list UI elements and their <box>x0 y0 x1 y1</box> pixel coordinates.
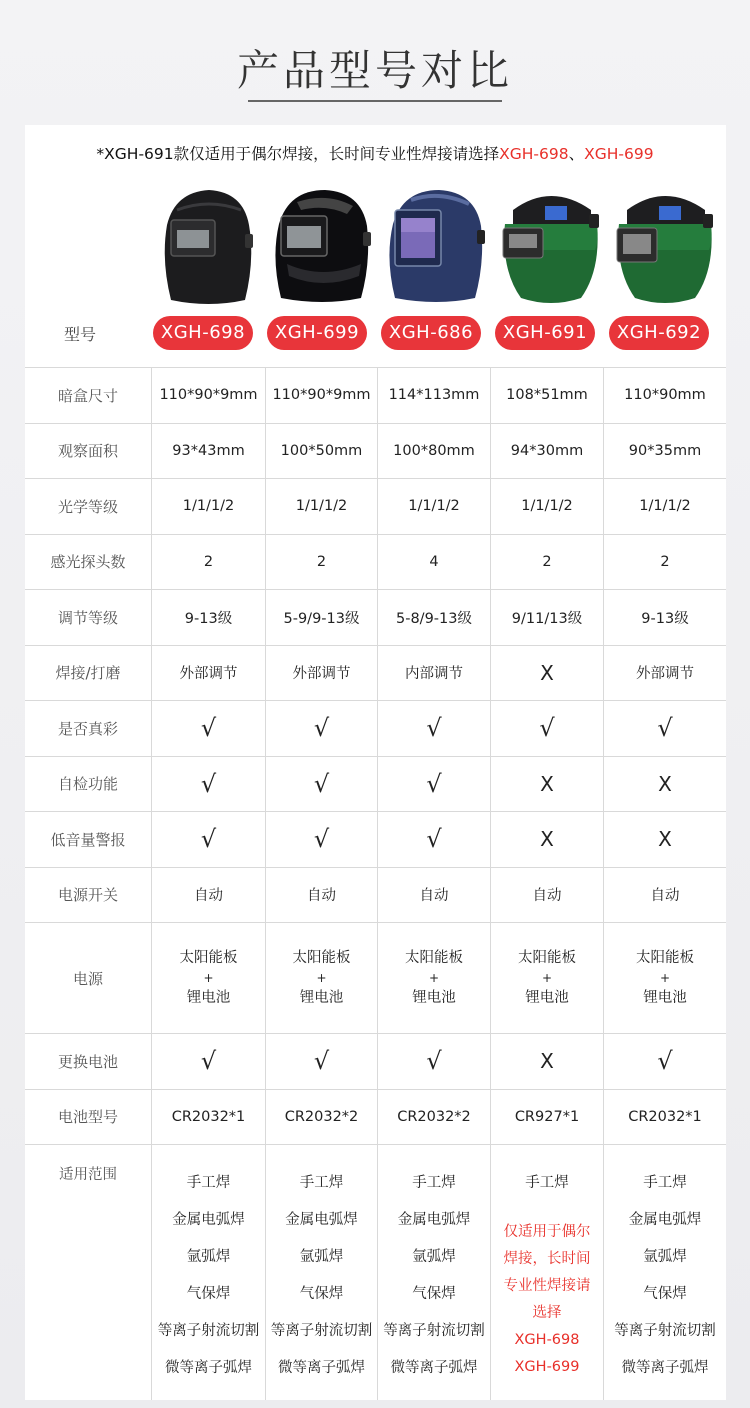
cell-value: 金属电弧焊 <box>628 1212 702 1228</box>
table-cell <box>265 868 377 923</box>
table-cell <box>603 868 726 923</box>
cell-value: 自动 <box>194 888 223 905</box>
row-label: 调节等级 <box>57 608 118 627</box>
table-cell <box>490 1090 603 1145</box>
table-cell <box>377 368 490 423</box>
cross-icon: X <box>540 660 554 685</box>
table-cell <box>151 368 265 423</box>
row-label-text: 适用范围 <box>59 1167 117 1183</box>
cell-value: 气保焊 <box>186 1286 231 1302</box>
page-title: 产品型号对比 <box>236 46 513 95</box>
cell-value: 等离子射流切割 <box>157 1323 260 1339</box>
table-cell <box>377 923 490 1033</box>
table-cell <box>377 1090 490 1145</box>
cross-icon: X <box>658 827 672 852</box>
row-label: 低音量警报 <box>50 830 126 849</box>
table-cell <box>490 479 603 534</box>
spec-table <box>25 367 726 1400</box>
cell-value: 1/1/1/2 <box>408 498 460 515</box>
cell-value: 微等离子弧焊 <box>621 1360 709 1376</box>
cell-value: 1/1/1/2 <box>639 498 691 515</box>
table-cell <box>377 1034 490 1089</box>
cell-value: 气保焊 <box>299 1286 344 1302</box>
table-row <box>25 1144 726 1400</box>
row-label: 是否真彩 <box>57 719 118 738</box>
table-cell <box>603 812 726 867</box>
check-icon: √ <box>200 714 217 743</box>
check-icon: √ <box>313 714 330 743</box>
table-cell <box>265 1145 377 1400</box>
table-cell <box>377 868 490 923</box>
model-pill-xgh-686: XGH-686 <box>381 316 481 350</box>
cell-value: 气保焊 <box>643 1286 687 1302</box>
table-cell <box>603 368 726 423</box>
cell-value: 手工焊 <box>412 1175 456 1191</box>
row-label: 观察面积 <box>57 442 118 461</box>
row-label: 电源开关 <box>57 886 118 905</box>
table-cell <box>490 368 603 423</box>
table-cell <box>151 868 265 923</box>
table-cell <box>377 479 490 534</box>
helmet-image-4 <box>495 180 605 310</box>
table-row <box>25 922 726 1033</box>
table-cell <box>265 368 377 423</box>
table-row <box>25 423 726 479</box>
cell-value: CR927*1 <box>514 1108 580 1125</box>
table-cell <box>490 701 603 756</box>
cell-value: 金属电弧焊 <box>172 1212 245 1228</box>
table-cell <box>377 757 490 812</box>
cell-value: CR2032*1 <box>171 1108 246 1125</box>
limited-use-note: XGH-699 <box>514 1359 580 1375</box>
check-icon: √ <box>426 714 442 743</box>
table-cell <box>603 479 726 534</box>
model-pill-xgh-691: XGH-691 <box>495 316 595 350</box>
cell-value: 金属电弧焊 <box>285 1212 358 1228</box>
cell-value: 手工焊 <box>186 1175 231 1191</box>
check-icon: √ <box>426 769 442 798</box>
table-cell <box>603 1090 726 1145</box>
table-row <box>25 534 726 590</box>
table-cell <box>265 812 377 867</box>
cross-icon: X <box>658 771 672 796</box>
cell-value: 手工焊 <box>299 1175 344 1191</box>
row-label: 更换电池 <box>57 1052 118 1071</box>
cell-value: 氩弧焊 <box>643 1249 687 1265</box>
cell-value: 微等离子弧焊 <box>390 1360 478 1376</box>
row-label: 光学等级 <box>57 497 118 516</box>
table-cell <box>265 923 377 1033</box>
table-row <box>25 367 726 423</box>
cell-value: 100*50mm <box>280 442 363 459</box>
cell-value: 1/1/1/2 <box>295 498 348 515</box>
table-cell <box>603 701 726 756</box>
row-label: 电源 <box>72 969 103 988</box>
table-cell <box>265 1034 377 1089</box>
table-cell <box>151 812 265 867</box>
cell-value: 114*113mm <box>388 387 480 404</box>
cell-value: + <box>659 971 671 985</box>
limited-use-note: 专业性焊接请 <box>503 1278 591 1294</box>
cell-value: 2 <box>316 553 327 570</box>
table-cell <box>151 646 265 701</box>
note-model-a: XGH-698 <box>499 145 569 163</box>
note-prefix: *XGH-691款仅适用于偶尔焊接，长时间专业性焊接请选择 <box>96 145 500 163</box>
model-pill-xgh-692: XGH-692 <box>609 316 709 350</box>
table-cell <box>603 590 726 645</box>
cell-value: 9-13级 <box>641 610 689 627</box>
cross-icon: X <box>540 771 554 796</box>
cell-value: 100*80mm <box>393 442 475 459</box>
table-cell <box>265 535 377 590</box>
cell-value: 锂电池 <box>186 990 231 1006</box>
table-cell <box>377 701 490 756</box>
table-row <box>25 645 726 701</box>
table-cell <box>603 535 726 590</box>
table-cell <box>265 1090 377 1145</box>
table-cell <box>490 868 603 923</box>
cell-value: 氩弧焊 <box>186 1249 231 1265</box>
cell-value: 外部调节 <box>179 666 238 683</box>
table-cell <box>265 424 377 479</box>
cell-value: 自动 <box>650 888 680 905</box>
cell-value: 金属电弧焊 <box>397 1212 471 1228</box>
cell-value: CR2032*1 <box>628 1108 702 1125</box>
table-cell <box>377 590 490 645</box>
table-cell <box>265 590 377 645</box>
table-cell <box>603 923 726 1033</box>
cell-value: 等离子射流切割 <box>614 1323 716 1339</box>
table-row <box>25 1089 726 1145</box>
cell-value: 93*43mm <box>172 442 245 459</box>
cell-value: 等离子射流切割 <box>383 1323 485 1339</box>
check-icon: √ <box>200 825 217 854</box>
check-icon: √ <box>200 769 217 798</box>
table-cell <box>377 812 490 867</box>
check-icon: √ <box>657 1047 673 1076</box>
limited-use-note: 仅适用于偶尔 <box>503 1224 591 1240</box>
check-icon: √ <box>313 1047 330 1076</box>
table-cell <box>151 757 265 812</box>
table-cell <box>603 1034 726 1089</box>
cell-value: 氩弧焊 <box>412 1249 456 1265</box>
cell-value: 氩弧焊 <box>299 1249 344 1265</box>
check-icon: √ <box>313 769 330 798</box>
cross-icon: X <box>540 827 554 852</box>
cell-value: 自动 <box>307 888 336 905</box>
cell-value: 手工焊 <box>643 1175 687 1191</box>
cell-value: 9-13级 <box>184 610 233 627</box>
cell-value: 110*90*9mm <box>272 387 371 404</box>
cross-icon: X <box>540 1049 554 1074</box>
limited-use-note: 选择 <box>532 1305 562 1321</box>
model-pill-xgh-699: XGH-699 <box>267 316 367 350</box>
limited-use-note: 焊接，长时间 <box>503 1251 591 1267</box>
cell-value: 110*90*9mm <box>159 387 258 404</box>
cell-value: 110*90mm <box>624 387 706 404</box>
check-icon: √ <box>200 1047 217 1076</box>
note-separator: 、 <box>568 145 585 163</box>
limited-use-note: XGH-698 <box>514 1332 580 1348</box>
table-row <box>25 811 726 867</box>
table-cell <box>377 646 490 701</box>
cell-value: + <box>203 971 214 985</box>
title-underline <box>248 100 502 102</box>
check-icon: √ <box>313 825 330 854</box>
table-cell <box>377 424 490 479</box>
check-icon: √ <box>539 714 555 743</box>
row-label: 电池型号 <box>57 1108 118 1127</box>
table-cell <box>151 701 265 756</box>
table-cell <box>490 646 603 701</box>
helmet-image-3 <box>381 180 491 310</box>
cell-value: 外部调节 <box>292 666 351 683</box>
table-cell <box>265 479 377 534</box>
row-label <box>25 1145 151 1400</box>
table-row <box>25 867 726 923</box>
cell-value: 微等离子弧焊 <box>278 1360 365 1376</box>
table-cell <box>490 757 603 812</box>
cell-value: 5-9/9-13级 <box>283 610 360 627</box>
table-cell <box>151 1034 265 1089</box>
cell-value: 锂电池 <box>643 990 687 1006</box>
row-label: 自检功能 <box>57 775 118 794</box>
cell-value: CR2032*2 <box>397 1108 471 1125</box>
cell-value: 气保焊 <box>412 1286 456 1302</box>
table-cell <box>603 424 726 479</box>
table-cell <box>377 1145 490 1400</box>
table-cell: 手工焊 仅适用于偶尔 焊接，长时间 专业性焊接请 选择 XGH-698 XGH-699 <box>490 1145 603 1400</box>
cell-value: + <box>541 971 553 985</box>
cell-value: 锂电池 <box>525 990 569 1006</box>
cell-value: 自动 <box>532 888 562 905</box>
cell-value: 太阳能板 <box>518 950 576 966</box>
table-cell <box>151 535 265 590</box>
table-cell <box>151 590 265 645</box>
table-cell <box>151 479 265 534</box>
cell-value: CR2032*2 <box>284 1108 359 1125</box>
table-row <box>25 589 726 645</box>
table-cell <box>490 535 603 590</box>
cell-value: 微等离子弧焊 <box>165 1360 252 1376</box>
cell-value: 太阳能板 <box>405 950 463 966</box>
cell-value: 锂电池 <box>299 990 344 1006</box>
table-row <box>25 756 726 812</box>
table-row <box>25 478 726 534</box>
cell-value: 外部调节 <box>636 666 694 683</box>
table-cell <box>151 923 265 1033</box>
cell-value: 太阳能板 <box>292 950 351 966</box>
compatibility-note <box>0 142 750 164</box>
table-cell <box>490 424 603 479</box>
check-icon: √ <box>426 1047 442 1076</box>
table-cell <box>490 923 603 1033</box>
cell-value: 9/11/13级 <box>511 610 583 627</box>
cell-value: 94*30mm <box>510 442 584 459</box>
table-cell <box>377 535 490 590</box>
table-cell <box>151 1090 265 1145</box>
cell-value: 4 <box>429 553 439 570</box>
row-label: 焊接/打磨 <box>55 664 121 683</box>
table-cell <box>490 1034 603 1089</box>
check-icon: √ <box>657 714 673 743</box>
cell-value: 108*51mm <box>506 387 588 404</box>
cell-value: 太阳能板 <box>179 950 238 966</box>
table-cell <box>603 757 726 812</box>
cell-value: 2 <box>660 553 670 570</box>
cell-value: 1/1/1/2 <box>182 498 235 515</box>
helmet-image-1 <box>153 180 263 310</box>
table-cell <box>603 1145 726 1400</box>
note-model-b: XGH-699 <box>584 145 654 163</box>
helmet-image-2 <box>267 180 377 310</box>
table-cell <box>603 646 726 701</box>
cell-value: 内部调节 <box>405 666 463 683</box>
row-label: 感光探头数 <box>50 553 126 572</box>
cell-value: + <box>316 971 327 985</box>
table-cell <box>490 812 603 867</box>
row-label: 暗盒尺寸 <box>57 386 118 405</box>
table-cell <box>490 590 603 645</box>
cell-value: 1/1/1/2 <box>521 498 573 515</box>
cell-value: 太阳能板 <box>636 950 694 966</box>
cell-value: 2 <box>203 553 214 570</box>
table-cell <box>151 424 265 479</box>
table-cell <box>151 1145 265 1400</box>
check-icon: √ <box>426 825 442 854</box>
cell-value: + <box>428 971 440 985</box>
cell-value: 自动 <box>419 888 449 905</box>
cell-value: 锂电池 <box>412 990 456 1006</box>
table-cell <box>265 757 377 812</box>
cell-value: 等离子射流切割 <box>270 1323 373 1339</box>
model-label: 型号 <box>63 325 96 344</box>
cell-value: 5-8/9-13级 <box>396 610 472 627</box>
model-pill-xgh-698: XGH-698 <box>153 316 253 350</box>
table-cell <box>265 701 377 756</box>
table-row <box>25 700 726 756</box>
table-row <box>25 1033 726 1089</box>
cell-value: 90*35mm <box>628 442 702 459</box>
table-cell <box>265 646 377 701</box>
cell-value: 2 <box>542 553 552 570</box>
helmet-image-5 <box>609 180 719 310</box>
